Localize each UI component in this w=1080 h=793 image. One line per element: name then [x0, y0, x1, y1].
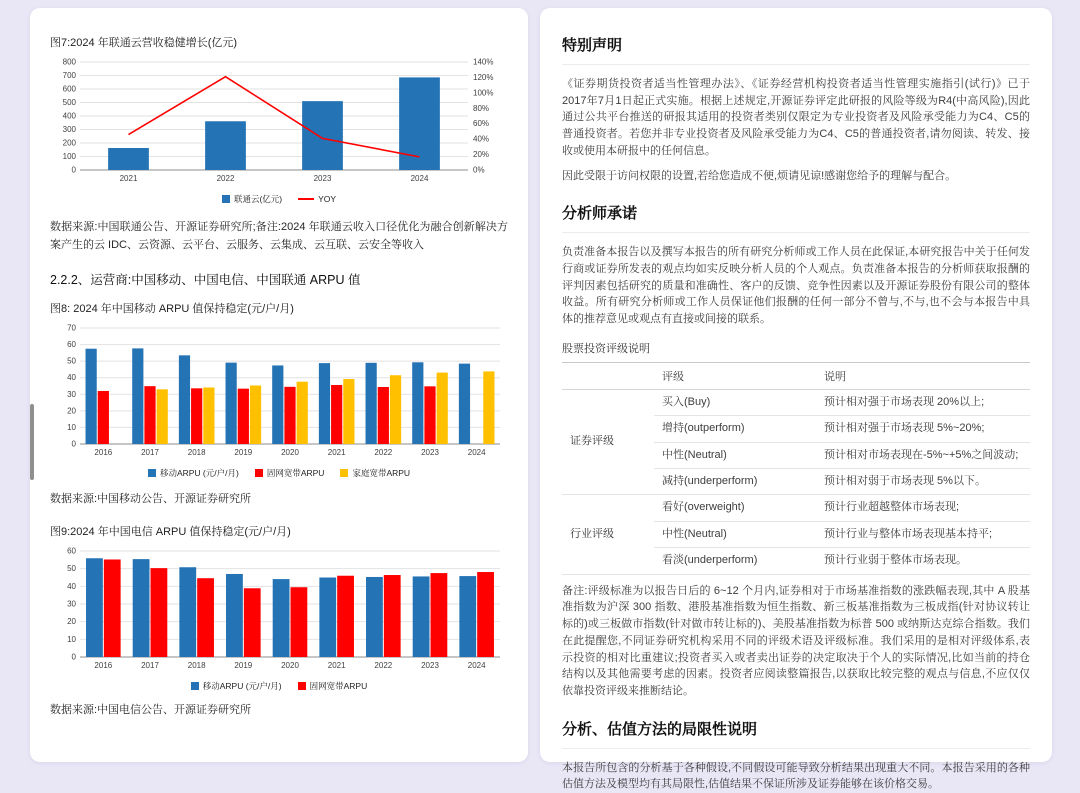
svg-text:400: 400 [62, 111, 76, 121]
figure9-legend [50, 680, 508, 692]
legend-line-marker [298, 198, 314, 200]
legend-square-marker [255, 469, 263, 477]
figure8-legend [50, 467, 508, 479]
figure9-caption: 图9:2024 年中国电信 ARPU 值保持稳定(元/户/月) [50, 525, 291, 538]
svg-text:200: 200 [62, 138, 76, 148]
rating-desc-cell: 预计行业与整体市场表现基本持平; [816, 521, 1030, 547]
svg-text:2023: 2023 [421, 660, 439, 670]
svg-text:2019: 2019 [234, 660, 253, 670]
legend-item [340, 467, 410, 479]
legend-item [148, 467, 239, 479]
rating-desc-cell: 预计相对弱于市场表现 5%以下。 [816, 469, 1030, 495]
svg-text:2018: 2018 [187, 448, 206, 458]
svg-text:2022: 2022 [374, 660, 393, 670]
svg-text:100: 100 [62, 152, 76, 161]
svg-text:2020: 2020 [281, 660, 299, 670]
figure9-chart [50, 545, 508, 678]
legend-label: 固网宽带ARPU [266, 468, 325, 479]
chart-svg [50, 545, 508, 673]
legend-label: 移动ARPU (元/户/月) [202, 680, 282, 691]
special-statement-paragraph-2: 因此受限于访问权限的设置,若给您造成不便,烦请见谅!感谢您给予的理解与配合。 [562, 169, 957, 182]
rating-header-grade: 评级 [654, 362, 816, 389]
rating-name-cell: 买入(Buy) [654, 389, 816, 415]
svg-text:2023: 2023 [313, 174, 332, 183]
rating-desc-cell: 预计行业弱于整体市场表现。 [816, 548, 1030, 574]
svg-text:40: 40 [67, 373, 76, 383]
svg-text:40: 40 [67, 581, 76, 591]
limitations-paragraph: 本报告所包含的分析基于各种假设,不同假设可能导致分析结果出现重大不同。本报告采用的各种估值方法及模型均有其局限性,估值结果不保证所涉及证券能够在该价格交易。 [562, 761, 1030, 791]
svg-text:0%: 0% [473, 165, 485, 175]
analyst-promise-heading: 分析师承诺 [562, 202, 1030, 233]
legend-square-marker [298, 682, 306, 690]
report-page-right [540, 8, 1052, 791]
rating-name-cell: 减持(underperform) [654, 469, 816, 495]
chart-svg [50, 322, 508, 460]
svg-text:2022: 2022 [216, 174, 235, 183]
svg-text:2016: 2016 [94, 448, 113, 458]
figure7-source: 数据来源:中国联通公告、开源证券研究所;备注:2024 年联通云收入口径优化为融合创新解决方案产生的云 IDC、云资源、云平台、云服务、云集成、云互联、云安全等收入 [50, 221, 508, 251]
rating-name-cell: 看好(overweight) [654, 495, 816, 521]
analyst-promise-paragraph: 负责准备本报告以及撰写本报告的所有研究分析师或工作人员在此保证,本研究报告中关于任何发行商或证券所发表的观点均如实反映分析人员的个人观点。负责准备本报告的分析师获取报酬的评判因素包括研究的质量和准确性、客户的反馈、竞争性因素以及开源证券股份有限公司的整体收益。所有研究分析师或工作人员保证他们报酬的任何一部分不曾与,不与,也不会与本报告中具体的推荐意见或观点有直接或间接的联系。 [562, 246, 1030, 326]
chart-svg [50, 56, 508, 186]
legend-square-marker [191, 682, 199, 690]
svg-text:20: 20 [67, 406, 76, 416]
rating-table [562, 362, 1030, 575]
svg-text:10: 10 [67, 423, 76, 433]
rating-name-cell: 看淡(underperform) [654, 548, 816, 574]
svg-text:100%: 100% [473, 88, 494, 98]
legend-square-marker [340, 469, 348, 477]
svg-text:140%: 140% [473, 57, 494, 67]
legend-item [255, 467, 325, 479]
rating-table-header-row [562, 362, 1030, 389]
legend-square-marker [222, 195, 230, 203]
svg-text:300: 300 [62, 125, 76, 134]
rating-header-empty-cell [562, 362, 654, 389]
rating-name-cell: 增持(outperform) [654, 416, 816, 442]
figure7-caption: 图7:2024 年联通云营收稳健增长(亿元) [50, 37, 238, 49]
legend-label: 家庭宽带ARPU [352, 468, 411, 479]
rating-group-label: 行业评级 [562, 495, 654, 574]
legend-label: 联通云(亿元) [233, 194, 283, 204]
legend-item [222, 193, 282, 205]
rating-group-label: 证券评级 [562, 389, 654, 495]
rating-desc-cell: 预计相对市场表现在-5%~+5%之间波动; [816, 442, 1030, 468]
legend-item [298, 194, 336, 204]
svg-text:600: 600 [62, 84, 76, 94]
figure8-source: 数据来源:中国移动公告、开源证券研究所 [50, 493, 252, 506]
svg-text:500: 500 [62, 98, 76, 107]
rating-header-description: 说明 [816, 362, 1030, 389]
rating-table-row [562, 495, 1030, 521]
svg-text:2022: 2022 [374, 448, 393, 458]
svg-text:2023: 2023 [421, 448, 439, 458]
svg-text:2021: 2021 [327, 660, 346, 670]
svg-text:2019: 2019 [234, 448, 253, 458]
svg-text:700: 700 [62, 71, 76, 80]
svg-text:0: 0 [71, 165, 76, 175]
svg-text:30: 30 [67, 389, 76, 399]
svg-text:70: 70 [67, 323, 76, 333]
svg-text:800: 800 [62, 57, 76, 67]
svg-text:40%: 40% [473, 134, 490, 144]
rating-name-cell: 中性(Neutral) [654, 442, 816, 468]
svg-text:2024: 2024 [410, 174, 429, 183]
svg-text:2017: 2017 [141, 660, 159, 670]
svg-text:2024: 2024 [467, 448, 486, 458]
rating-desc-cell: 预计相对强于市场表现 5%~20%; [816, 416, 1030, 442]
svg-text:2020: 2020 [281, 448, 299, 458]
rating-desc-cell: 预计相对强于市场表现 20%以上; [816, 389, 1030, 415]
svg-text:30: 30 [67, 599, 76, 609]
section-heading: 2.2.2、运营商:中国移动、中国电信、中国联通 ARPU 值 [50, 273, 361, 288]
legend-item [191, 680, 282, 692]
special-statement-paragraph-1: 《证券期货投资者适当性管理办法》、《证券经营机构投资者适当性管理实施指引(试行)》已于2017年7月1日起正式实施。根据上述规定,开源证券评定此研报的风险等级为R4(中高风险),因此通过公共平台推送的研报其适用的投资者类别仅限定为专业投资者及风险承受能力为C4、C5的普通投资者。若您并非专业投资者及风险承受能力为C4、C5的普通投资者,请勿阅读、转发、接收或使用本研报中的任何信息。 [562, 78, 1030, 157]
svg-text:20%: 20% [473, 150, 490, 160]
legend-label: 移动ARPU (元/户/月) [159, 468, 239, 479]
legend-item [298, 680, 368, 692]
legend-square-marker [148, 469, 156, 477]
svg-text:10: 10 [67, 634, 76, 644]
svg-text:60: 60 [67, 340, 76, 350]
legend-label: YOY [318, 194, 337, 204]
svg-text:0: 0 [71, 439, 76, 449]
rating-table-row [562, 389, 1030, 415]
svg-text:2016: 2016 [94, 660, 113, 670]
figure7-chart [50, 56, 508, 191]
special-statement-heading: 特别声明 [562, 34, 1030, 65]
svg-text:2021: 2021 [119, 174, 138, 183]
svg-text:60%: 60% [473, 119, 490, 129]
limitations-heading: 分析、估值方法的局限性说明 [562, 718, 1030, 749]
rating-name-cell: 中性(Neutral) [654, 521, 816, 547]
figure9-source: 数据来源:中国电信公告、开源证券研究所 [50, 703, 252, 716]
rating-table-caption: 股票投资评级说明 [562, 342, 650, 355]
legend-label: 固网宽带ARPU [309, 680, 368, 691]
figure8-chart [50, 322, 508, 465]
report-page-left [30, 8, 528, 762]
svg-text:0: 0 [71, 652, 76, 662]
svg-text:60: 60 [67, 546, 76, 556]
figure8-caption: 图8: 2024 年中国移动 ARPU 值保持稳定(元/户/月) [50, 303, 294, 316]
svg-text:2018: 2018 [187, 660, 206, 670]
svg-text:2024: 2024 [467, 660, 486, 670]
scrollbar-thumb[interactable] [30, 404, 34, 480]
rating-desc-cell: 预计行业超越整体市场表现; [816, 495, 1030, 521]
figure7-legend [50, 193, 508, 205]
svg-text:80%: 80% [473, 103, 490, 113]
rating-note: 备注:评级标准为以报告日后的 6~12 个月内,证券相对于市场基准指数的涨跌幅表现,其中 A 股基准指数为沪深 300 指数、港股基准指数为恒生指数、新三板基准指数为三板成指(针对协议转让标的)或三板做市指数(针对做市转让标的)、美股基准指数为标普 500 或纳斯达克综合指数。我们在此提醒您,不同证券研究机构采用不同的评级术语及评级标准。我们采用的是相对评级体系,表示投资的相对比重建议;投资者买入或者卖出证券的决定取决于个人的实际情况,比如当前的持仓结构以及其他需要考虑的因素。投资者应阅读整篇报告,以获取比较完整的观点与信息,不应仅仅依靠投资评级来推断结论。 [562, 584, 1030, 697]
svg-text:2017: 2017 [141, 448, 159, 458]
svg-text:20: 20 [67, 616, 76, 626]
svg-text:2021: 2021 [327, 448, 346, 458]
svg-text:50: 50 [67, 563, 76, 573]
svg-text:50: 50 [67, 356, 76, 366]
svg-text:120%: 120% [473, 72, 494, 82]
